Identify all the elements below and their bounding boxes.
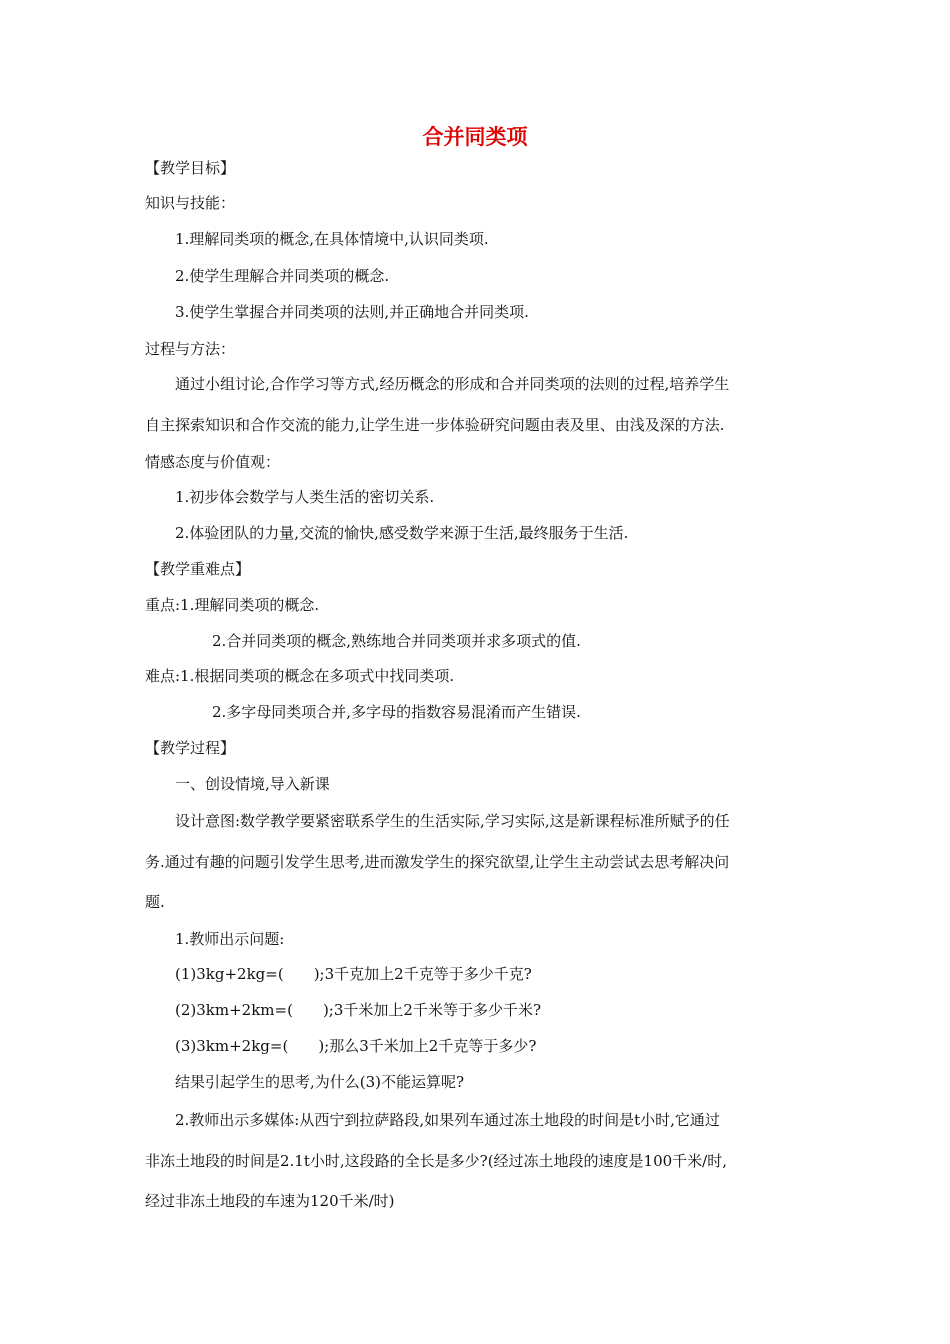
problem-line: (3)3km+2kg=( );那么3千米加上2千克等于多少? — [175, 1037, 537, 1055]
subheading-process-method: 过程与方法： — [145, 340, 236, 358]
key-point-line: 2.合并同类项的概念,熟练地合并同类项并求多项式的值. — [212, 632, 581, 650]
problem-line: (1)3kg+2kg=( );3千克加上2千克等于多少千克? — [175, 965, 532, 983]
objective-item: 2.使学生理解合并同类项的概念. — [175, 267, 390, 285]
subheading-attitude-values: 情感态度与价值观： — [145, 453, 281, 471]
paragraph-line: 经过非冻土地段的车速为120千米/时) — [145, 1192, 395, 1210]
objective-item: 1.理解同类项的概念,在具体情境中,认识同类项. — [175, 230, 489, 248]
paragraph-line: 2.教师出示多媒体:从西宁到拉萨路段,如果列车通过冻土地段的时间是t小时,它通过 — [175, 1111, 720, 1129]
subsection-heading: 一、创设情境,导入新课 — [175, 775, 330, 793]
subheading-knowledge-skills: 知识与技能： — [145, 194, 236, 212]
key-point-line: 重点:1.理解同类项的概念. — [145, 596, 320, 614]
step-line: 1.教师出示问题: — [175, 930, 285, 948]
section-heading-key-points: 【教学重难点】 — [145, 560, 251, 578]
paragraph-line: 结果引起学生的思考,为什么(3)不能运算呢? — [175, 1073, 465, 1091]
difficulty-line: 难点:1.根据同类项的概念在多项式中找同类项. — [145, 667, 455, 685]
objective-item: 3.使学生掌握合并同类项的法则,并正确地合并同类项. — [175, 303, 529, 321]
section-heading-objectives: 【教学目标】 — [145, 159, 236, 177]
paragraph-line: 务.通过有趣的问题引发学生思考,进而激发学生的探究欲望,让学生主动尝试去思考解决问 — [145, 853, 730, 871]
paragraph-line: 非冻土地段的时间是2.1t小时,这段路的全长是多少?(经过冻土地段的速度是100千米/时, — [145, 1152, 728, 1170]
objective-item: 2.体验团队的力量,交流的愉快,感受数学来源于生活,最终服务于生活. — [175, 524, 629, 542]
section-heading-process: 【教学过程】 — [145, 739, 236, 757]
objective-item: 1.初步体会数学与人类生活的密切关系. — [175, 488, 435, 506]
problem-line: (2)3km+2km=( );3千米加上2千米等于多少千米? — [175, 1001, 541, 1019]
paragraph-line: 设计意图:数学教学要紧密联系学生的生活实际,学习实际,这是新课程标准所赋予的任 — [175, 812, 730, 830]
difficulty-line: 2.多字母同类项合并,多字母的指数容易混淆而产生错误. — [212, 703, 581, 721]
paragraph-line: 自主探索知识和合作交流的能力,让学生进一步体验研究问题由表及里、由浅及深的方法. — [145, 416, 725, 434]
document-title: 合并同类项 — [422, 125, 528, 149]
paragraph-line: 通过小组讨论,合作学习等方式,经历概念的形成和合并同类项的法则的过程,培养学生 — [175, 375, 730, 393]
paragraph-line: 题. — [145, 893, 165, 911]
